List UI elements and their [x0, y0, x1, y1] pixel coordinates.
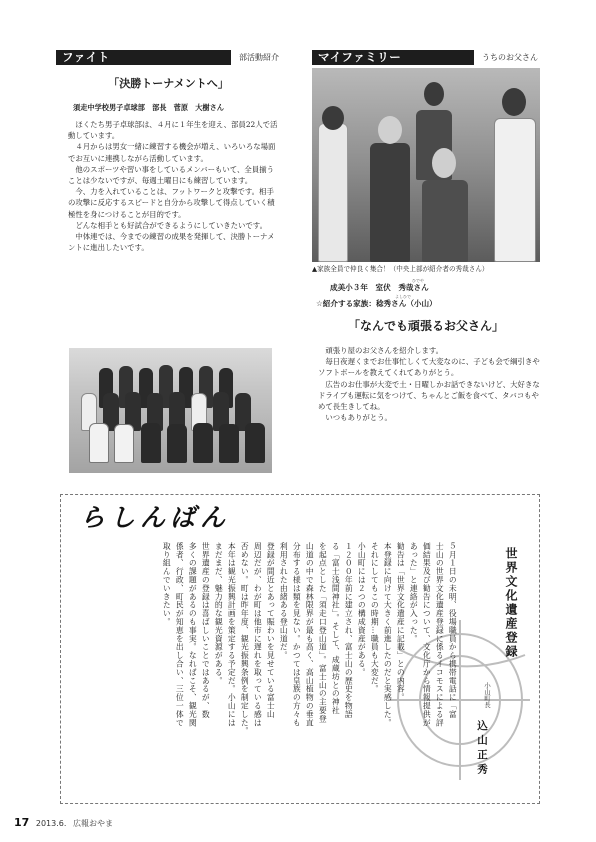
- rashinban-text-column: 世界遺産の登録は喜ばしいことではあるが、数: [201, 542, 211, 719]
- family-paragraph: 広告のお仕事が大変で土・日曜しかお話できないけど、大好きなドライブも運転に気をつけて、ちゃんとご飯を食べて、タバコもやめて長生きしてね。: [318, 379, 540, 412]
- rashinban-author-role: 小山町長: [483, 682, 491, 708]
- fight-section-header: [56, 50, 281, 65]
- page-number: 17: [14, 816, 30, 829]
- rashinban-text-column: 価結果及び勧告について、文化庁から情報提供が: [422, 542, 432, 727]
- rashinban-text-column: 係者、行政、町民が知恵を出し合い、三位一体で: [175, 542, 185, 727]
- my-family-section-title: マイファミリー: [318, 50, 402, 64]
- table-tennis-team-photo: [69, 348, 272, 473]
- rashinban-text-column: 取り組んでいきたい。: [162, 542, 172, 626]
- my-family-section-subtitle: うちのお父さん: [474, 50, 540, 65]
- fight-paragraph: ４月からは男女一緒に練習する機会が増え、いろいろな場面でお互いに連携しながら活動しています。: [68, 142, 276, 163]
- ruby-yoshihide: よしひで: [395, 294, 411, 299]
- rashinban-author-name: 込山正秀: [476, 720, 488, 778]
- rashinban-text-column: 多くの課題があるのも事実。なればこそ、観光関: [188, 542, 198, 727]
- rashinban-text-column: 本年は観光振興計画を策定する予定だ。小山には: [227, 542, 237, 727]
- fight-paragraph: 今、力を入れていることは、フットワークと攻撃です。相手の攻撃に反応するスピードと自分から攻撃して得点していく積極性を身につけることが目的です。: [68, 187, 275, 219]
- page-footer: [14, 816, 113, 829]
- fight-paragraph: 中体連では、今までの練習の成果を発揮して、決勝トーナメントに進出したいです。: [68, 232, 275, 253]
- family-intro-line2: [316, 299, 540, 309]
- family-photo-caption: ▲家族全員で仲良く集合！（中央上部が紹介者の秀哉さん）: [312, 265, 489, 273]
- fight-paragraph: どんな相手とも好試合ができるようにしていきたいです。: [75, 220, 267, 230]
- rashinban-text-column: あった」と連絡が入った。: [409, 542, 419, 643]
- rashinban-text-column: 本登録に向けて大きく前進したのだと実感した。: [383, 542, 393, 727]
- my-family-section-header: [312, 50, 540, 65]
- family-photo: [312, 68, 540, 262]
- rashinban-text-column: 士山の世界文化遺産登録に係るイコモスによる評: [435, 542, 445, 727]
- publication-name: 広報おやま: [72, 819, 113, 828]
- family-intro-line1: [330, 283, 540, 293]
- fight-section-subtitle: 部活動紹介: [231, 50, 281, 65]
- rashinban-text-column: それにしてもこの時期…職員も大変だ。: [370, 542, 380, 694]
- issue-date: 2013.6.: [35, 819, 67, 828]
- rashinban-text-column: 小山町には２つの構成資産がある。: [357, 542, 367, 677]
- rashinban-text-column: 利用された由緒ある登山道だ。: [279, 542, 289, 660]
- rashinban-logo: らしんばん: [80, 503, 231, 532]
- family-members-figures: [312, 68, 540, 262]
- family-paragraph: 頑張り屋のお父さんを紹介します。: [325, 346, 444, 355]
- rashinban-text-column: 登録が間近とあって賑わいを見せている富士山: [266, 542, 276, 719]
- fight-article-body: [68, 119, 281, 253]
- family-intro-name-line: 成美小３年 室伏 秀哉さん: [330, 283, 429, 292]
- rashinban-text-column: 周辺だが、わが町は他市に遅れを取っている感は: [253, 542, 263, 727]
- fight-section-title: ファイト: [62, 50, 110, 64]
- fight-paragraph: ほくたち男子卓球部は、４月に１年生を迎え、部員22人で活動しています。: [68, 120, 278, 141]
- ruby-hideya: ひでや: [412, 278, 424, 283]
- fight-paragraph: 他のスポーツや習い事をしているメンバーもいて、全員揃うことは少ないですが、毎週土曜日にも練習しています。: [68, 164, 274, 186]
- rashinban-text-column: まだまだ、魅力的な観光資源がある。: [214, 542, 224, 685]
- family-paragraph: 毎日夜遅くまでお仕事忙しくて大変なのに、子ども会で綱引きやソフトボールを教えてくれてありがとう。: [318, 357, 540, 378]
- family-intro-introduced-line: ☆紹介する家族：稔秀さん（小山）: [316, 299, 437, 308]
- team-members-figures: [69, 348, 272, 473]
- family-paragraph: いつもありがとう。: [325, 413, 392, 423]
- rashinban-text-column: 山道の中で森林限界が最も高く、高山植物の垂直: [305, 542, 315, 727]
- rashinban-text-column: 分布する様は類を見ない。かつては皇族の方々も: [292, 542, 302, 727]
- family-headline: 「なんでも頑張るお父さん」: [347, 319, 504, 333]
- fight-headline: 「決勝トーナメントへ」: [108, 77, 229, 90]
- family-article-body: [318, 345, 540, 423]
- fight-byline: 須走中学校男子卓球部 部長 菅原 大樹さん: [73, 103, 224, 112]
- rashinban-text-column: る「富士浅間神社」。そして、成蔵坊との神社: [331, 542, 341, 715]
- rashinban-text-column: 否めない。町は昨年度、観光振興条例を制定した。: [240, 542, 250, 736]
- rashinban-text-column: を起点とした「須走口登山道」。富士山の主要登: [318, 542, 328, 723]
- rashinban-text-column: 勧告は「世界文化遺産に記載」との内容。: [396, 542, 406, 702]
- rashinban-title: 世界文化遺産登録: [504, 547, 518, 659]
- rashinban-text-column: ５月１日の未明、役場職員から携帯電話に「富: [448, 542, 458, 719]
- rashinban-text-column: １２００年前に建立され、富士山の歴史を物語: [344, 542, 354, 719]
